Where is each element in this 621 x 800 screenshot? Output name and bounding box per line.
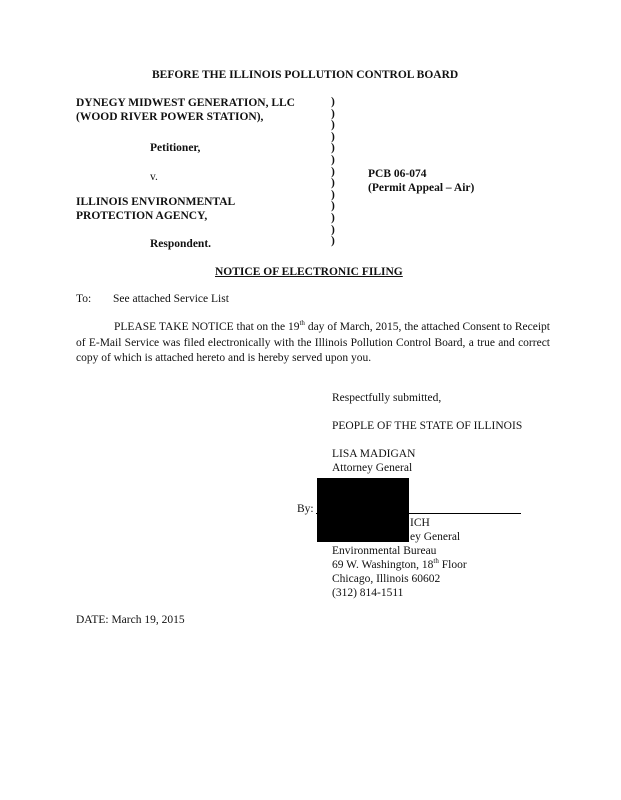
notice-body-superscript: th [299,319,305,328]
paren: ) [331,235,335,248]
paren: ) [331,211,335,224]
paren: ) [331,200,335,213]
paren: ) [331,142,335,155]
notice-body-part1: PLEASE TAKE NOTICE that on the 19 [114,321,300,333]
street-address-superscript: th [433,557,439,566]
signer-name-fragment: ICH [410,517,430,529]
petitioner-name-line2: (WOOD RIVER POWER STATION), [76,111,264,123]
redaction-block [317,478,409,542]
street-address-part2: Floor [438,559,467,571]
paren: ) [331,177,335,190]
bureau-name: Environmental Bureau [332,545,437,557]
notice-body-part2: day of March, 2015, the attached Consent to Receipt of E-Mail Service was filed electronically with the Illinois Pollution Control Board, a true and correct copy of which is attached hereto and is hereby served upon you. [76,321,550,364]
signer-title-fragment: ey General [410,531,461,543]
document-title: BEFORE THE ILLINOIS POLLUTION CONTROL BOARD [152,69,459,81]
versus-label: v. [150,171,158,183]
to-label: To: [76,293,92,305]
notice-body [76,320,550,367]
notice-heading: NOTICE OF ELECTRONIC FILING [215,266,403,278]
closing-text: Respectfully submitted, [332,392,442,404]
case-number: PCB 06-074 [368,168,427,180]
respondent-name-line1: ILLINOIS ENVIRONMENTAL [76,196,236,208]
petitioner-name-line1: DYNEGY MIDWEST GENERATION, LLC [76,97,295,109]
to-value: See attached Service List [113,293,229,305]
phone-number: (312) 814-1511 [332,587,404,599]
paren: ) [331,119,335,132]
caption-parentheses [331,97,341,248]
paren: ) [331,107,335,120]
paren: ) [331,153,335,166]
party-name: PEOPLE OF THE STATE OF ILLINOIS [332,420,523,432]
attorney-general-name: LISA MADIGAN [332,448,416,460]
date-line: DATE: March 19, 2015 [76,614,185,626]
respondent-name-line2: PROTECTION AGENCY, [76,210,208,222]
by-label: By: [297,503,314,515]
city-state-zip: Chicago, Illinois 60602 [332,573,441,585]
street-address-part1: 69 W. Washington, 18 [332,559,434,571]
paren: ) [331,223,335,236]
paren: ) [331,130,335,143]
petitioner-role: Petitioner, [150,142,201,154]
case-type: (Permit Appeal – Air) [368,182,475,194]
street-address [332,558,467,572]
paren: ) [331,96,335,108]
attorney-general-title: Attorney General [332,462,413,474]
paren: ) [331,165,335,178]
respondent-role: Respondent. [150,238,212,250]
paren: ) [331,188,335,201]
